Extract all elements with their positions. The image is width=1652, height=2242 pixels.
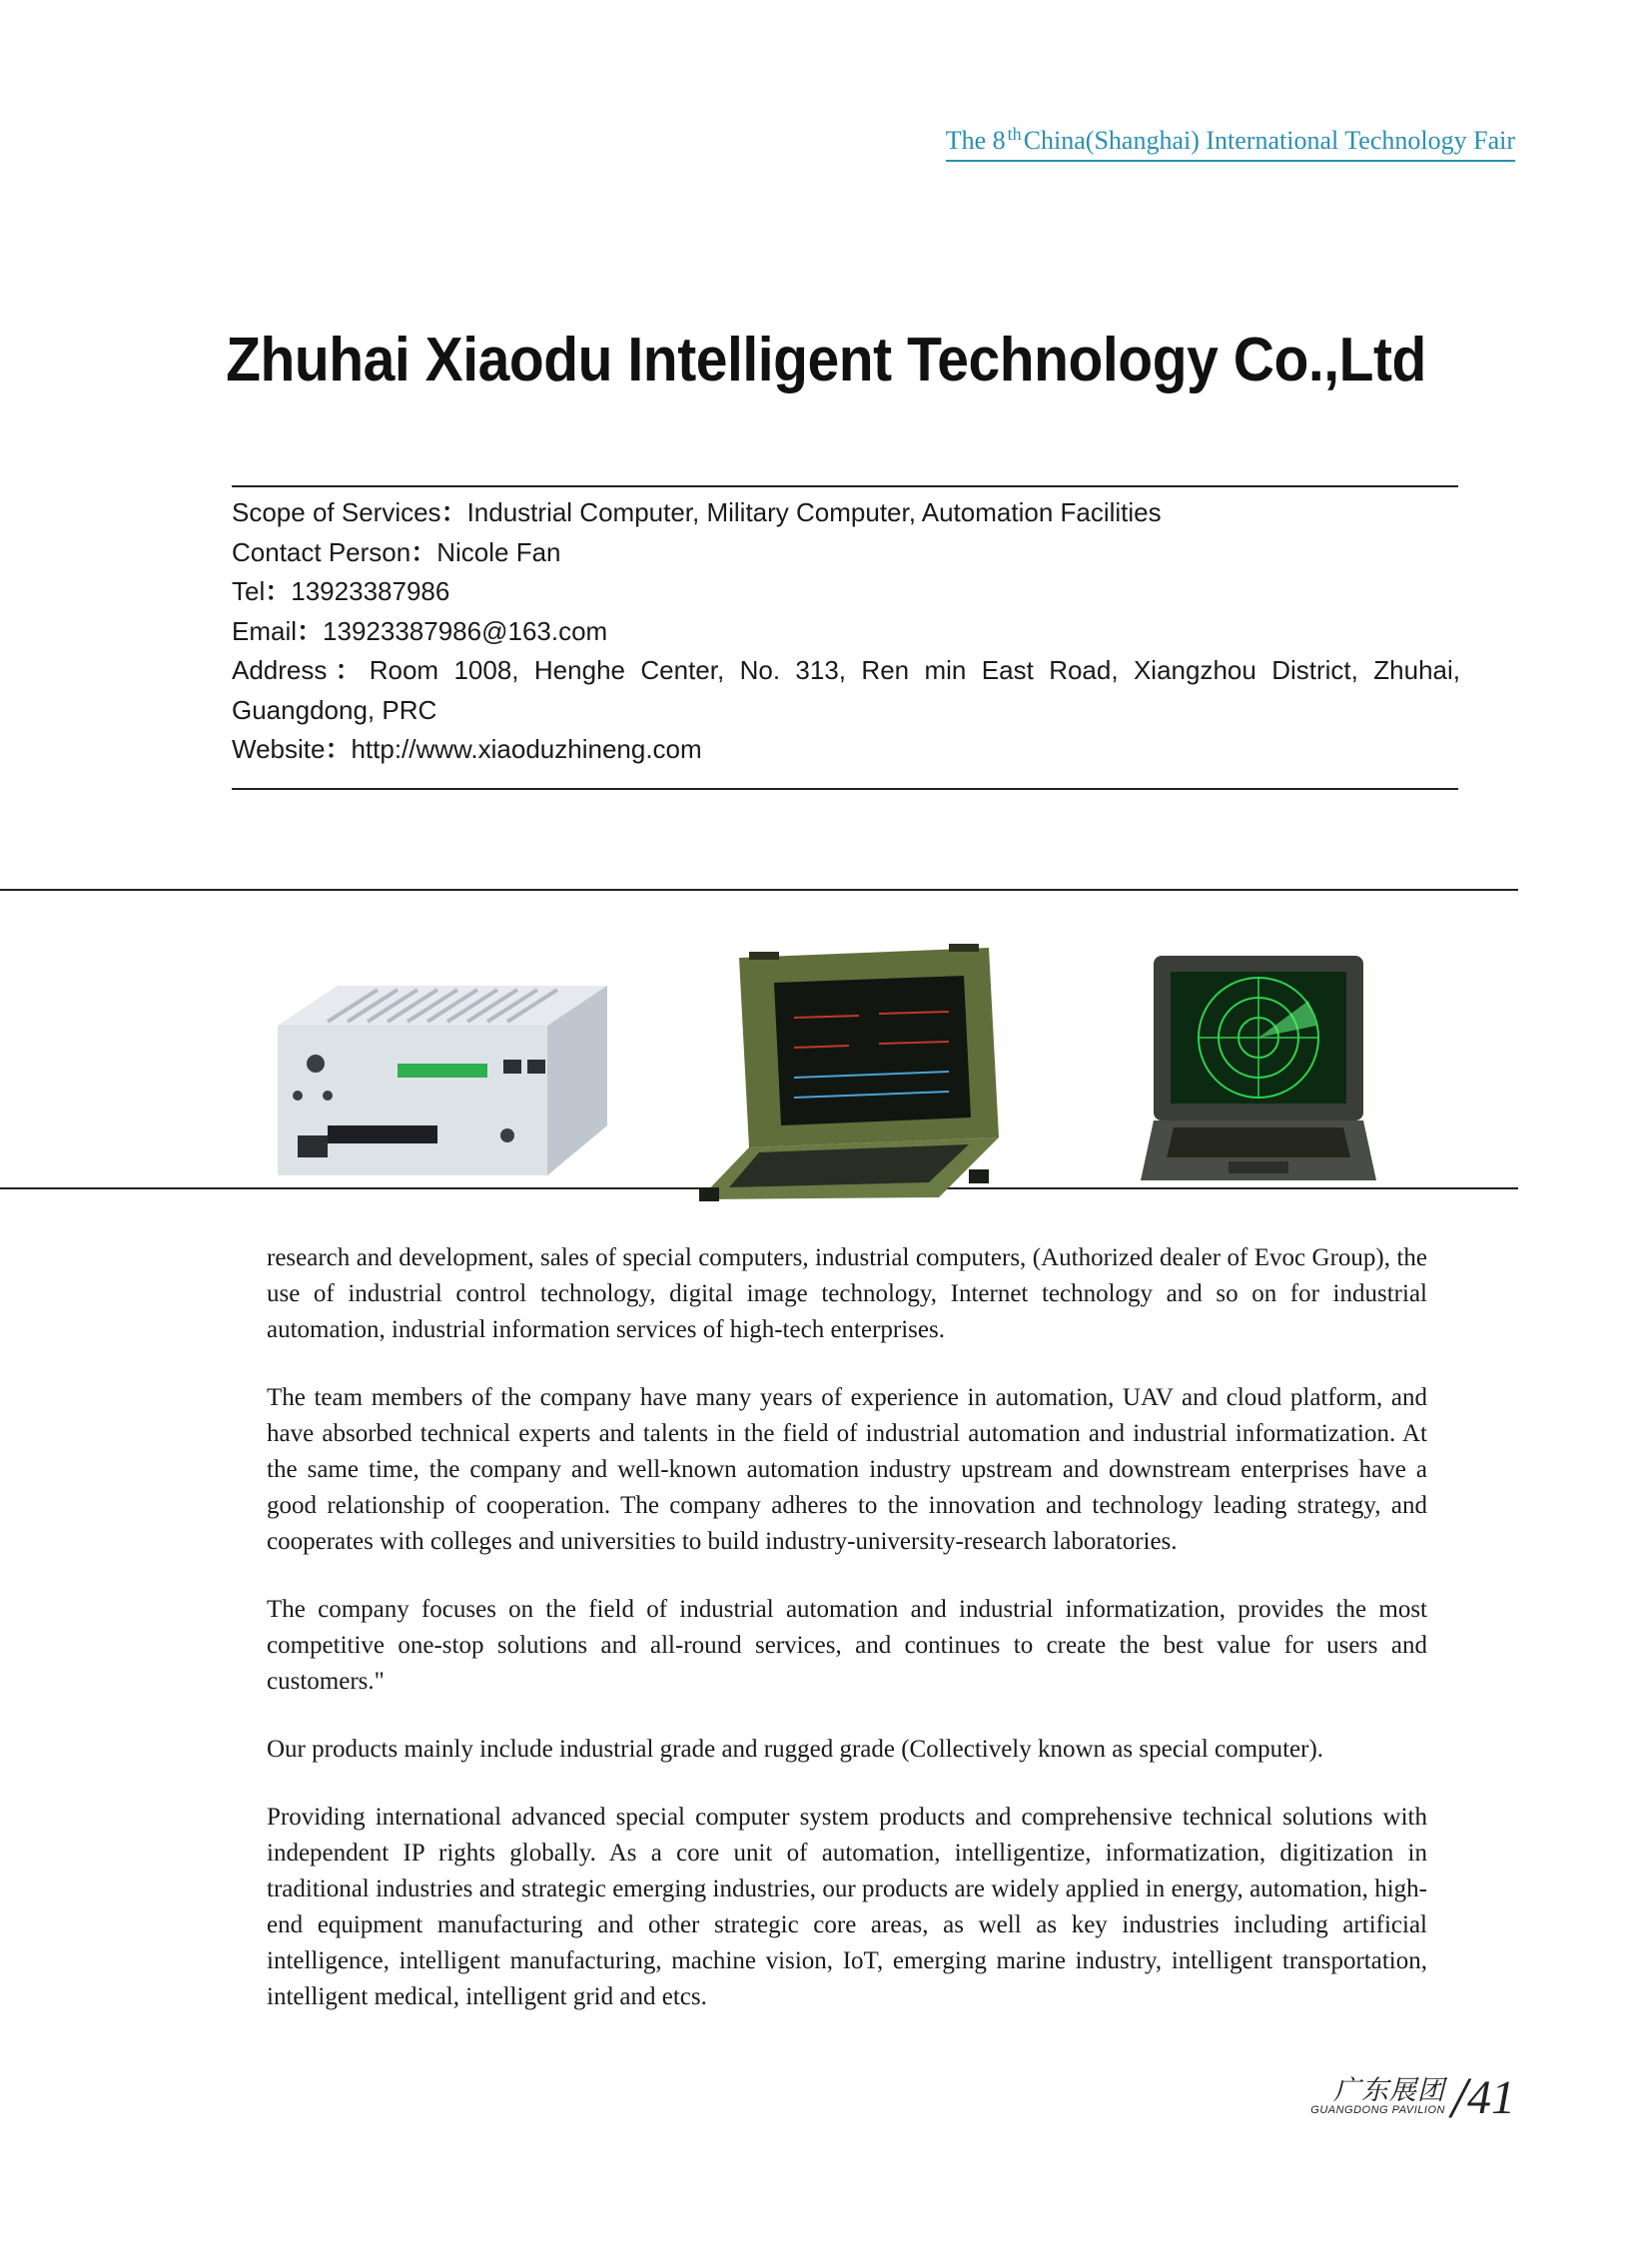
page-footer <box>1255 2065 1515 2148</box>
website-label: Website ： <box>232 734 351 764</box>
product-images <box>0 886 1518 1185</box>
website-link[interactable]: http://www.xiaoduzhineng.com <box>351 734 702 764</box>
fair-name: China(Shanghai) International Technology Fair <box>1023 126 1515 155</box>
contact-row <box>232 533 1460 573</box>
company-description <box>267 1240 1427 2047</box>
tel-value: 13923387986 <box>291 576 450 606</box>
paragraph: Our products mainly include industrial grade and rugged grade (Collectively known as special computer). <box>267 1736 1324 1763</box>
scope-row <box>232 493 1460 533</box>
paragraph: research and development, sales of special computers, industrial computers, (Authorized dealer of Evoc Group), the use of industrial control technology, digital image technology, Internet technology and so on for industrial automation, industrial information services of high-tech enterprises. <box>267 1244 1427 1343</box>
email-label: Email ： <box>232 616 323 646</box>
email-value[interactable]: 13923387986@163.com <box>323 615 608 646</box>
website-row <box>232 730 1460 770</box>
address-value: Room 1008, Henghe Center, No. 313, Ren min East Road, Xiangzhou District, Zhuhai, Guangdong, PRC <box>232 655 1460 725</box>
military-portable-computer-image <box>699 938 1019 1207</box>
pavilion-name-cn: 广东展团 <box>1333 2075 1445 2106</box>
email-row <box>232 612 1460 652</box>
address-label: Address ： <box>232 655 370 685</box>
tel-row <box>232 572 1460 612</box>
info-top-rule <box>232 485 1458 487</box>
paragraph: The team members of the company have many years of experience in automation, UAV and cloud platform, and have absorbed technical experts and talents in the field of industrial automation and industrial informatization. At the same time, the company and well-known automation industry upstream and downstream enterprises have a good relationship of cooperation. The company adheres to the innovation and technology leading strategy, and cooperates with colleges and universities to build industry-university-research laboratories. <box>267 1384 1427 1555</box>
fair-prefix: The 8 <box>945 126 1006 155</box>
contact-value: Nicole Fan <box>436 536 561 567</box>
running-header <box>946 124 1515 162</box>
tel-label: Tel ： <box>232 576 291 606</box>
paragraph: Providing international advanced special computer system products and comprehensive technical solutions with independent IP rights globally. As a core unit of automation, intelligentize, informatization, digitization in traditional industries and strategic emerging industries, our products are widely applied in energy, automation, high-end equipment manufacturing and other strategic core areas, as well as key industries including artificial intelligence, intelligent manufacturing, machine vision, IoT, emerging marine industry, intelligent transportation, intelligent medical, intelligent grid and etcs. <box>267 1804 1427 2010</box>
pavilion-name-en: GUANGDONG PAVILION <box>1310 2104 1445 2116</box>
fair-ordinal-suffix: th <box>1007 124 1022 144</box>
info-bottom-rule <box>232 788 1458 790</box>
contact-info-block <box>232 493 1460 770</box>
footer-slash: / <box>1450 2065 1467 2130</box>
industrial-box-pc-image <box>268 976 617 1205</box>
address-row <box>232 651 1460 730</box>
rugged-laptop-image <box>1139 946 1378 1205</box>
paragraph: The company focuses on the field of industrial automation and industrial informatization, provides the most competitive one-stop solutions and all-round services, and continues to create the best value for users and customers." <box>267 1596 1427 1695</box>
page-number: 41 <box>1467 2071 1515 2124</box>
scope-label: Scope of Services ： <box>232 497 467 527</box>
company-title: Zhuhai Xiaodu Intelligent Technology Co.,Ltd <box>226 326 1426 394</box>
contact-label: Contact Person ： <box>232 537 436 567</box>
scope-value: Industrial Computer, Military Computer, Automation Facilities <box>466 497 1162 527</box>
